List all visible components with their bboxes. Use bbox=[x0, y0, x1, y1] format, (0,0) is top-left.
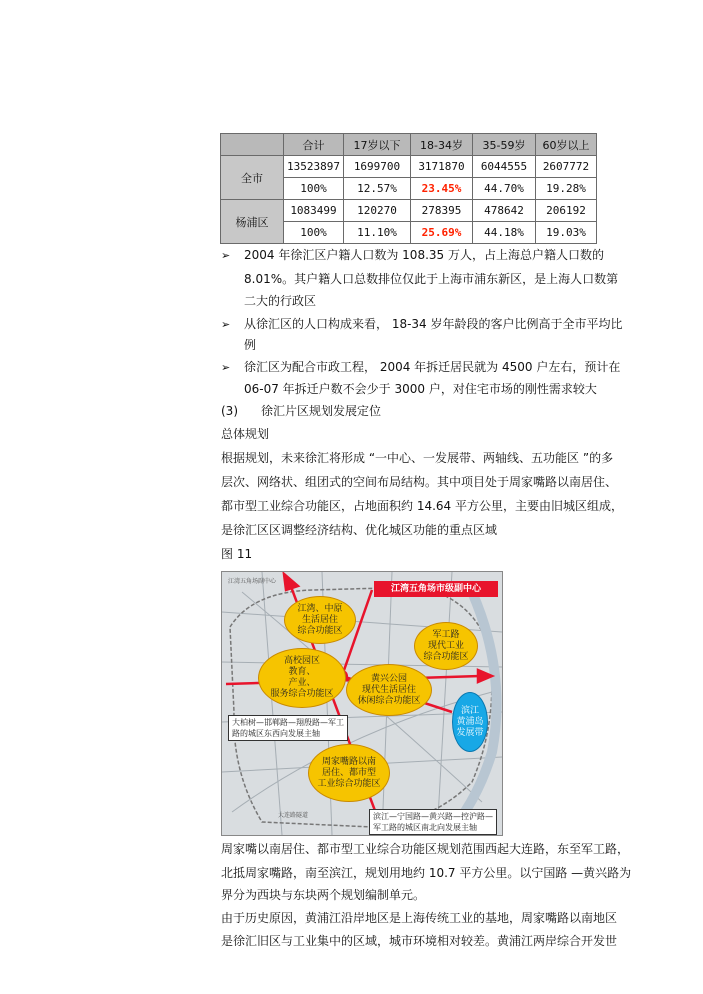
subheading: 总体规划 bbox=[221, 427, 270, 441]
map-label: 大连路隧道 bbox=[278, 812, 309, 819]
section-number: (3) bbox=[221, 404, 238, 418]
highlight-cell: 25.69% bbox=[411, 222, 473, 244]
table-cell: 1699700 bbox=[344, 156, 411, 178]
bullet-arrow-icon: ➢ bbox=[221, 249, 231, 262]
highlight-cell: 23.45% bbox=[411, 178, 473, 200]
map-label: 江湾五角场副中心 bbox=[228, 578, 277, 585]
table-cell: 19.03% bbox=[536, 222, 597, 244]
paragraph-line: 是徐汇区区调整经济结构、优化城区功能的重点区域 bbox=[221, 523, 498, 537]
table-cell: 13523897 bbox=[284, 156, 344, 178]
bullet-arrow-icon: ➢ bbox=[221, 361, 231, 374]
table-header-cell: 18-34岁 bbox=[411, 134, 473, 156]
section-title: 徐汇片区规划发展定位 bbox=[261, 404, 382, 418]
bullet-line: 徐汇区为配合市政工程， 2004 年拆迁居民就为 4500 户左右，预计在 bbox=[244, 360, 621, 374]
zone-riverside: 滨江 黄浦岛 发展带 bbox=[452, 692, 488, 752]
table-cell: 120270 bbox=[344, 200, 411, 222]
table-header-cell: 合计 bbox=[284, 134, 344, 156]
table-row bbox=[221, 200, 597, 222]
paragraph-line: 都市型工业综合功能区，占地面积约 14.64 平方公里，主要由旧城区组成， bbox=[221, 499, 623, 513]
bullet-line: 2004 年徐汇区户籍人口数为 108.35 万人，占上海总户籍人口数的 bbox=[244, 248, 604, 262]
paragraph-line: 周家嘴以南居住、都市型工业综合功能区规划范围西起大连路，东至军工路， bbox=[221, 842, 630, 856]
table-cell: 100% bbox=[284, 222, 344, 244]
paragraph-line: 界分为西块与东块两个规划编制单元。 bbox=[221, 888, 426, 902]
paragraph-line: 根据规划，未来徐汇将形成 “一中心、一发展带、两轴线、五功能区 ”的多 bbox=[221, 451, 614, 465]
paragraph-line: 层次、网络状、组团式的空间布局结构。其中项目处于周家嘴路以南居住、 bbox=[221, 475, 618, 489]
bullet-line: 从徐汇区的人口构成来看， 18-34 岁年龄段的客户比例高于全市平均比 bbox=[244, 317, 623, 331]
table-cell: 12.57% bbox=[344, 178, 411, 200]
zone-jungonglu: 军工路 现代工业 综合功能区 bbox=[414, 622, 478, 670]
bullet-line: 二大的行政区 bbox=[244, 294, 317, 308]
table-cell: 278395 bbox=[411, 200, 473, 222]
table-cell: 11.10% bbox=[344, 222, 411, 244]
table-cell: 44.70% bbox=[473, 178, 536, 200]
table-cell: 6044555 bbox=[473, 156, 536, 178]
zone-jiangwan: 江湾、中原 生活居住 综合功能区 bbox=[284, 596, 356, 644]
table-header-cell: 60岁以上 bbox=[536, 134, 597, 156]
table-header-cell: 17岁以下 bbox=[344, 134, 411, 156]
planning-map bbox=[221, 571, 503, 836]
table-cell: 3171870 bbox=[411, 156, 473, 178]
zone-university: 高校园区 教育、 产业、 服务综合功能区 bbox=[258, 648, 346, 708]
table-cell: 1083499 bbox=[284, 200, 344, 222]
table-cell: 44.18% bbox=[473, 222, 536, 244]
bullet-line: 06-07 年拆迁户数不会少于 3000 户，对住宅市场的刚性需求较大 bbox=[244, 382, 597, 396]
bullet-arrow-icon: ➢ bbox=[221, 318, 231, 331]
paragraph-line: 北抵周家嘴路，南至滨江，规划用地约 10.7 平方公里。以宁国路 —黄兴路为 bbox=[221, 866, 632, 880]
paragraph-line: 是徐汇旧区与工业集中的区域，城市环境相对较差。黄浦江两岸综合开发世 bbox=[221, 934, 618, 948]
table-row bbox=[221, 156, 597, 178]
table-header-cell: 35-59岁 bbox=[473, 134, 536, 156]
note-east-west-axis: 大柏树—邯郸路—翔殷路—军工 路的城区东西向发展主轴 bbox=[228, 715, 348, 741]
paragraph-line: 由于历史原因，黄浦江沿岸地区是上海传统工业的基地，周家嘴路以南地区 bbox=[221, 911, 618, 925]
bullet-line: 例 bbox=[244, 338, 257, 352]
figure-label: 图 11 bbox=[221, 547, 253, 561]
map-banner: 江湾五角场市级副中心 bbox=[374, 581, 498, 597]
table-cell: 100% bbox=[284, 178, 344, 200]
note-north-south-axis: 滨江—宁国路—黄兴路—控沪路— 军工路的城区南北向发展主轴 bbox=[369, 809, 497, 835]
zone-huangxing-park: 黄兴公园 现代生活居住 休闲综合功能区 bbox=[346, 664, 432, 716]
table-header-cell bbox=[221, 134, 284, 156]
bullet-line: 8.01%。其户籍人口总数排位仅此于上海市浦东新区，是上海人口数第 bbox=[244, 272, 619, 286]
region-cell: 杨浦区 bbox=[221, 200, 284, 244]
table-cell: 206192 bbox=[536, 200, 597, 222]
region-cell: 全市 bbox=[221, 156, 284, 200]
zone-zhoujiazui: 周家嘴路以南 居住、都市型 工业综合功能区 bbox=[308, 744, 390, 802]
table-cell: 19.28% bbox=[536, 178, 597, 200]
table-cell: 2607772 bbox=[536, 156, 597, 178]
table-cell: 478642 bbox=[473, 200, 536, 222]
table-header-row bbox=[221, 134, 597, 156]
population-table bbox=[220, 133, 597, 244]
